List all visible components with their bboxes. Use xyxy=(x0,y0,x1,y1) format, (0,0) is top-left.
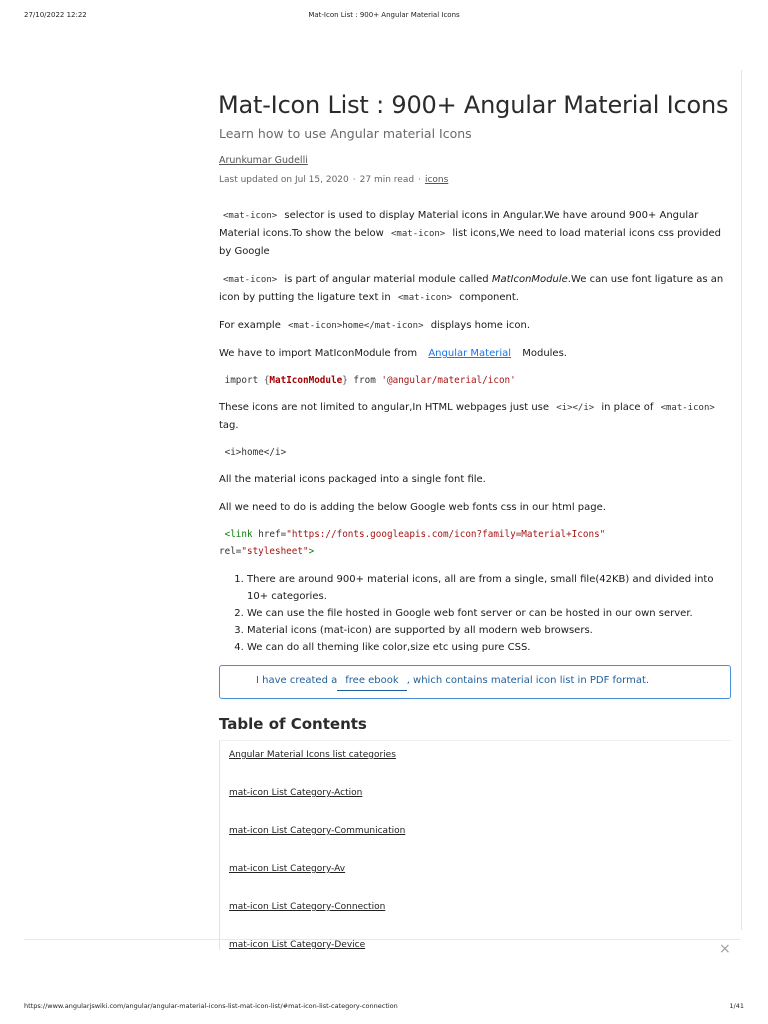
paragraph-text: displays home icon. xyxy=(430,320,531,331)
paragraph-text: in place of xyxy=(601,402,654,413)
inline-code: <mat-icon> xyxy=(223,275,278,285)
import-code-block xyxy=(219,372,731,389)
list-item: 2. We can use the file hosted in Google web font server or can be hosted in our own server. xyxy=(247,605,731,622)
html-usage-paragraph xyxy=(219,399,731,435)
list-item: 4. We can do all theming like color,size etc using pure CSS. xyxy=(247,639,731,656)
angular-material-link[interactable]: Angular Material xyxy=(428,348,512,359)
toc-item[interactable]: mat-icon List Category-Device xyxy=(229,940,366,950)
inline-code: <mat-icon> xyxy=(223,211,278,221)
toc-item[interactable]: mat-icon List Category-Action xyxy=(229,788,363,798)
meta-separator: · xyxy=(352,175,356,185)
print-url: https://www.angularjswiki.com/angular/angular-material-icons-list-mat-icon-list/#mat-icon-list-category-connection xyxy=(24,1002,398,1010)
toc-item[interactable]: mat-icon List Category-Av xyxy=(229,864,346,874)
feature-list xyxy=(219,571,731,656)
list-item: 1. There are around 900+ material icons, all are from a single, small file(42KB) and divided into 10+ categories. xyxy=(247,571,731,605)
page-title: Mat-Icon List : 900+ Angular Material Icons xyxy=(218,91,729,119)
toc-item[interactable]: Angular Material Icons list categories xyxy=(229,750,396,760)
print-page-number: 1/41 xyxy=(729,1002,744,1010)
code-keyword: import xyxy=(224,375,259,386)
content-right-border xyxy=(741,70,742,930)
article xyxy=(219,88,731,950)
code-string: '@angular/material/icon' xyxy=(381,375,516,386)
font-file-paragraph: All the material icons packaged into a single font file. xyxy=(219,474,486,485)
toc-item[interactable]: mat-icon List Category-Connection xyxy=(229,902,386,912)
ebook-callout xyxy=(219,665,731,699)
module-name: MatIconModule xyxy=(491,274,568,285)
toc-item[interactable]: mat-icon List Category-Communication xyxy=(229,826,406,836)
free-ebook-link[interactable]: free ebook xyxy=(337,675,406,691)
paragraph-text: tag. xyxy=(219,420,239,431)
print-page-title: Mat-Icon List : 900+ Angular Material Icons xyxy=(308,11,460,19)
code-string: "https://fonts.googleapis.com/icon?family=Material+Icons" xyxy=(286,529,606,540)
bottom-divider xyxy=(24,939,740,940)
paragraph-text: is part of angular material module called xyxy=(284,274,489,285)
read-time: 27 min read xyxy=(359,175,415,185)
ebook-text-end: , which contains material icon list in PDF format. xyxy=(406,675,650,686)
print-footer xyxy=(24,1002,744,1012)
inline-code: <mat-icon> xyxy=(391,229,446,239)
close-icon[interactable]: × xyxy=(719,941,731,957)
inline-code: <mat-icon> xyxy=(660,403,715,413)
page-subtitle: Learn how to use Angular material Icons xyxy=(219,126,472,141)
ebook-text-start: I have created a xyxy=(256,675,338,686)
code-tag: <link xyxy=(224,529,253,540)
article-meta xyxy=(219,173,731,187)
import-paragraph xyxy=(219,345,731,363)
code-brace: { xyxy=(263,375,270,386)
paragraph-text: list icons,We need to load material icons css provided by Google xyxy=(219,228,721,257)
code-attr: rel= xyxy=(219,546,242,557)
code-tag: > xyxy=(308,546,315,557)
author-link[interactable]: Arunkumar Gudelli xyxy=(219,155,308,166)
inline-code: <mat-icon> xyxy=(397,293,453,303)
code-brace: } xyxy=(342,375,348,386)
code-class-name: MatIconModule xyxy=(269,375,343,386)
paragraph-text: These icons are not limited to angular,In HTML webpages just use xyxy=(219,402,550,413)
list-item: 3. Material icons (mat-icon) are supported by all modern web browsers. xyxy=(247,622,731,639)
last-updated: Last updated on Jul 15, 2020 xyxy=(219,175,349,185)
print-header xyxy=(24,11,744,23)
inline-code: <i></i> xyxy=(556,403,595,413)
paragraph-text: .We can use font ligature as an icon by putting the ligature text in xyxy=(219,274,724,303)
paragraph-text: We have to import MatIconModule from xyxy=(219,348,418,359)
tag-link-icons[interactable]: icons xyxy=(424,175,449,185)
inline-code: <mat-icon>home</mat-icon> xyxy=(288,321,424,331)
paragraph-text: component. xyxy=(459,292,519,303)
css-paragraph: All we need to do is adding the below Google web fonts css in our html page. xyxy=(219,502,606,513)
ebook-text xyxy=(256,675,649,686)
meta-separator: · xyxy=(418,175,421,185)
code-attr: href= xyxy=(258,529,287,540)
code-string: "stylesheet" xyxy=(241,546,309,557)
code-line: <i>home</i> xyxy=(224,447,287,458)
i-tag-code-block xyxy=(219,444,731,461)
print-datetime: 27/10/2022 12:22 xyxy=(24,11,87,19)
intro-paragraph xyxy=(219,207,731,261)
module-paragraph xyxy=(219,271,731,307)
paragraph-text: selector is used to display Material icons in Angular.We have around 900+ Angular Material icons.To show the below xyxy=(219,210,699,239)
link-code-block xyxy=(219,526,731,560)
example-paragraph xyxy=(219,317,731,335)
table-of-contents xyxy=(219,740,731,950)
paragraph-text: Modules. xyxy=(522,348,567,359)
toc-title: Table of Contents xyxy=(219,715,367,733)
code-keyword: from xyxy=(353,375,376,386)
paragraph-text: For example xyxy=(219,320,281,331)
